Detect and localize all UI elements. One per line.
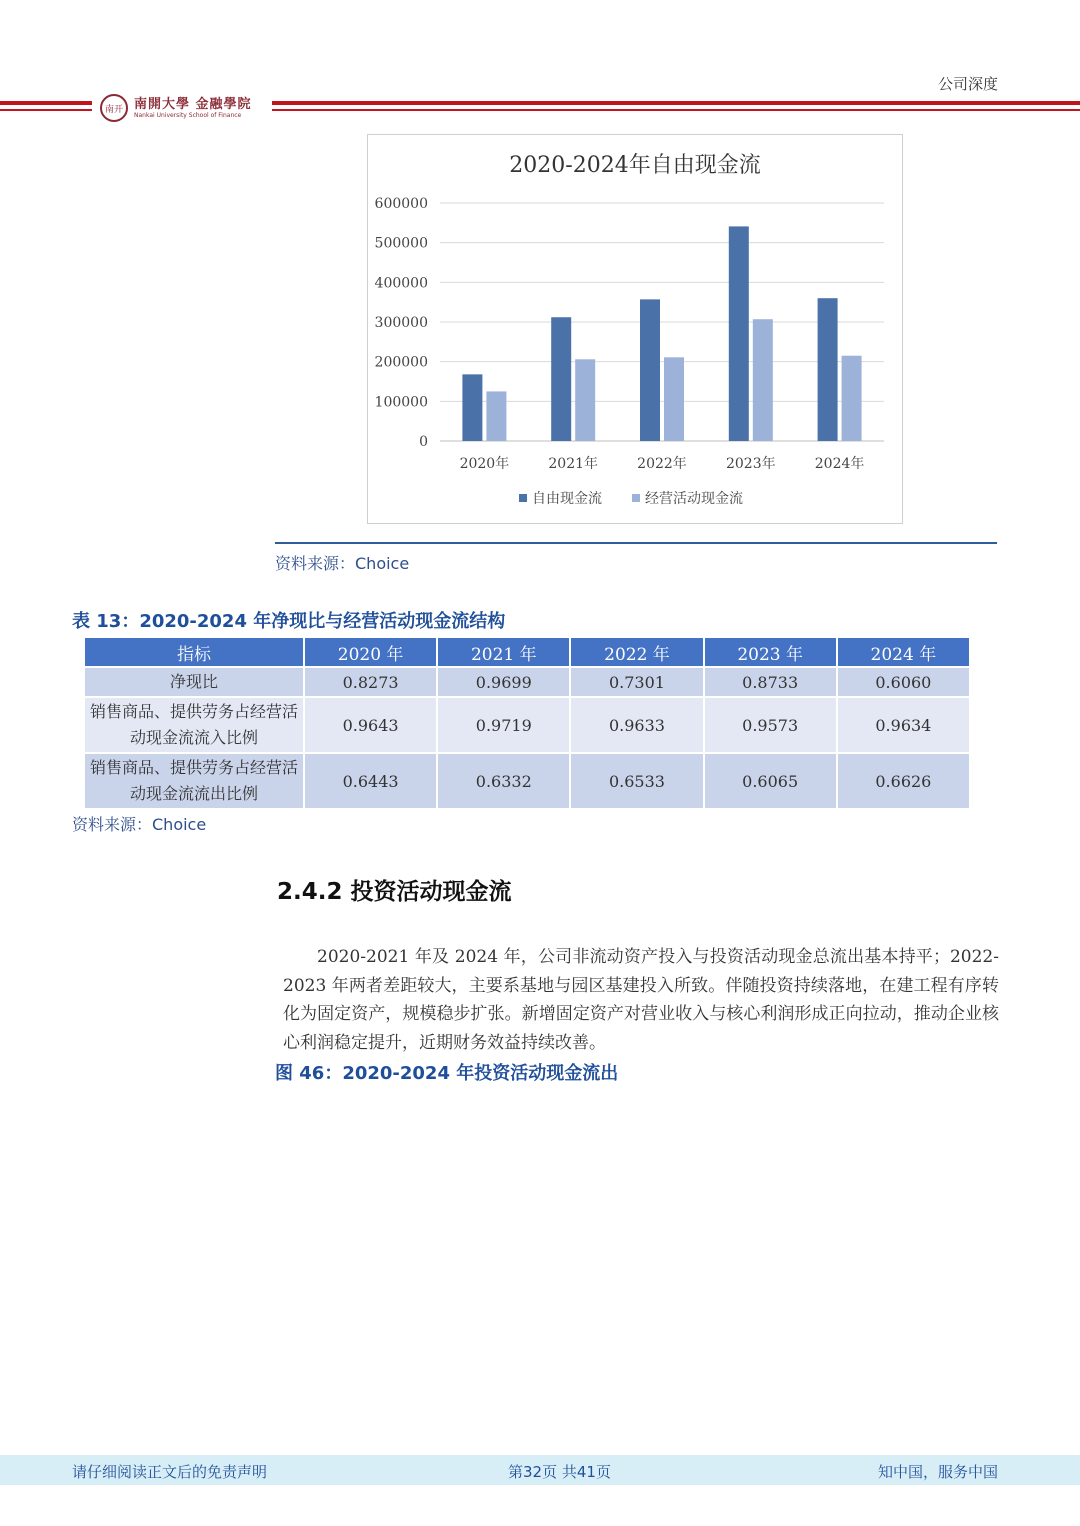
table-cell: 0.8273 [304, 667, 437, 697]
figure-caption: 图 46：2020-2024 年投资活动现金流出 [275, 1063, 619, 1084]
x-tick-label: 2023年 [725, 456, 776, 472]
legend-swatch [632, 494, 640, 502]
table-caption: 表 13：2020-2024 年净现比与经营活动现金流结构 [72, 611, 506, 632]
table-cell: 0.9633 [570, 697, 703, 753]
paragraph-text: 2020-2021 年及 2024 年，公司非流动资产投入与投资活动现金总流出基本持平；2022-2023 年两者差距较大，主要系基地与园区基建投入所致。伴随投资持续落地，在建工程有序转化为固定资产，规模稳步扩张。新增固定资产对营业收入与核心利润形成正向拉动，推动企业核心利润稳定提升，近期财务效益持续改善。 [283, 947, 999, 1053]
table-row [84, 667, 970, 697]
x-tick-label: 2020年 [459, 456, 510, 472]
section-title: 2.4.2 投资活动现金流 [277, 879, 512, 905]
table-cell: 0.6332 [437, 753, 570, 809]
university-seal-icon: 南开 [100, 94, 128, 122]
row-label: 净现比 [84, 667, 304, 697]
table-cell: 0.9573 [704, 697, 837, 753]
table-header: 2020 年 [304, 637, 437, 667]
bar-free-cash-flow [818, 298, 838, 441]
y-tick-label: 200000 [374, 354, 428, 371]
table-header: 2021 年 [437, 637, 570, 667]
table-cell: 0.6060 [837, 667, 970, 697]
table-header: 2024 年 [837, 637, 970, 667]
x-tick-label: 2022年 [637, 456, 687, 472]
bar-operating-cash-flow [575, 359, 595, 441]
y-tick-label: 600000 [374, 196, 428, 212]
bar-free-cash-flow [729, 226, 749, 441]
header-section-label: 公司深度 [937, 75, 998, 93]
y-tick-label: 100000 [374, 394, 428, 411]
table-row [84, 753, 970, 809]
cash-flow-table [83, 636, 971, 810]
table-cell: 0.6065 [704, 753, 837, 809]
legend-swatch [519, 494, 527, 502]
y-tick-label: 400000 [374, 275, 428, 292]
bar-operating-cash-flow [753, 319, 773, 441]
bar-free-cash-flow [462, 374, 482, 441]
legend-label: 自由现金流 [532, 491, 602, 507]
table-cell: 0.9634 [837, 697, 970, 753]
chart-title: 2020-2024年自由现金流 [509, 153, 761, 178]
bar-operating-cash-flow [664, 357, 684, 441]
bar-operating-cash-flow [486, 391, 506, 441]
table-cell: 0.7301 [570, 667, 703, 697]
x-tick-label: 2024年 [814, 456, 865, 472]
y-tick-label: 500000 [374, 235, 428, 252]
body-paragraph [283, 943, 999, 1057]
y-tick-label: 0 [419, 434, 428, 450]
chart-source: 资料来源：Choice [275, 554, 410, 573]
bar-free-cash-flow [551, 317, 571, 441]
logo-english-name: Nankai University School of Finance [134, 111, 242, 119]
table-header-row [84, 637, 970, 667]
bar-chart [0, 0, 1080, 540]
bar-free-cash-flow [640, 299, 660, 441]
table-cell: 0.9719 [437, 697, 570, 753]
bar-operating-cash-flow [842, 356, 862, 441]
footer-page-number: 第32页 共41页 [508, 1463, 611, 1481]
table-cell: 0.6443 [304, 753, 437, 809]
table-header: 2023 年 [704, 637, 837, 667]
row-label: 销售商品、提供劳务占经营活动现金流流出比例 [84, 753, 304, 809]
x-tick-label: 2021年 [548, 456, 599, 472]
table-source: 资料来源：Choice [72, 815, 207, 834]
row-label: 销售商品、提供劳务占经营活动现金流流入比例 [84, 697, 304, 753]
table-cell: 0.6533 [570, 753, 703, 809]
y-tick-label: 300000 [374, 315, 428, 331]
logo-chinese-name: 南開大學 金融學院 [134, 96, 252, 112]
table-cell: 0.9643 [304, 697, 437, 753]
legend-label: 经营活动现金流 [645, 491, 743, 507]
table-row [84, 697, 970, 753]
table-cell: 0.9699 [437, 667, 570, 697]
table-header: 指标 [84, 637, 304, 667]
table-cell: 0.8733 [704, 667, 837, 697]
footer-disclaimer: 请仔细阅读正文后的免责声明 [72, 1463, 268, 1481]
footer-slogan: 知中国，服务中国 [877, 1463, 998, 1481]
source-divider [275, 542, 997, 544]
table-cell: 0.6626 [837, 753, 970, 809]
table-header: 2022 年 [570, 637, 703, 667]
